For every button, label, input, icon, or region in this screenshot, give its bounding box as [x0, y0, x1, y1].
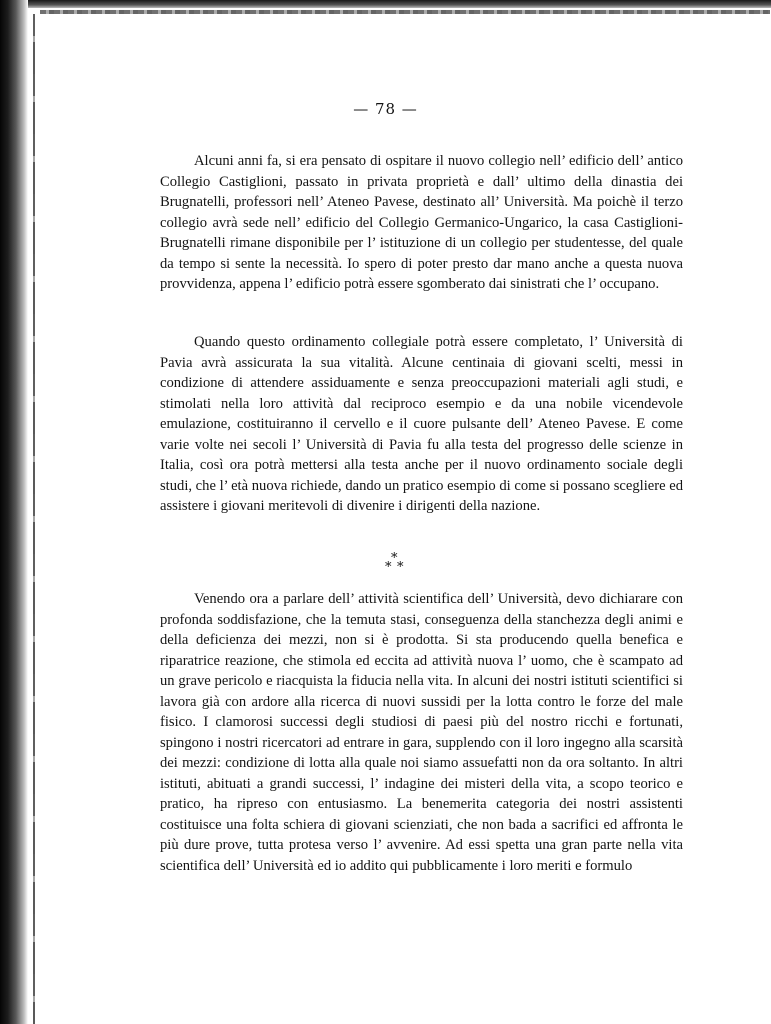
scan-top-artifact [40, 10, 770, 14]
scan-left-binding [0, 0, 28, 1024]
paragraph-collegio: Alcuni anni fa, si era pensato di ospitare il nuovo collegio nell’ edificio dell’ antico Collegio Castiglioni, passato in privata proprietà e dall’ ultimo della dinastia dei Brugnatelli, professori nell’ Ateneo Pavese, destinato all’ Università. Ma poichè il terzo collegio avrà sede nell’ edificio del Collegio Germanico-Ungarico, la casa Castiglioni-Brugnatelli rimane disponibile per l’ istituzione di un collegio per studentesse, del quale da tempo si sente la necessità. Io spero di poter presto dar mano anche a questa nuova provvidenza, appena l’ edificio potrà essere sgomberato dai sinistrati che l’ occupano. [160, 153, 683, 292]
paragraph-ordinamento: Quando questo ordinamento collegiale potrà essere completato, l’ Università di Pavia avrà assicurata la sua vitalità. Alcune centinaia di giovani scelti, messi in condizione di attendere assiduamente e senza preoccupazioni materiali agli studi, e stimolati nella loro attività dal reciproco esempio e da una nobile vicendevole emulazione, costituiranno il cervello e il cuore pulsante dell’ Ateneo Pavese. E come varie volte nei secoli l’ Università di Pavia fu alla testa del progresso delle scienze in Italia, così ora potrà mettersi alla testa anche per il nuovo ordinamento sociale degli studi, che l’ età nuova richiede, dando un pratico esempio di come si possano scegliere ed assistere i giovani meritevoli di divenire i dirigenti della nazione. [160, 334, 683, 514]
page-number: — 78 — [353, 100, 418, 118]
paragraph-attivita-scientifica: Venendo ora a parlare dell’ attività scientifica dell’ Università, devo dichiarare con profonda soddisfazione, che la temuta stasi, conseguenza della stanchezza degli animi e della deficienza dei mezzi, non si è prodotta. Si sta producendo quella benefica e riparatrice reazione, che stimola ed eccita ad attività nuova l’ uomo, che è scampato ad un grave pericolo e riacquista la fiducia nella vita. In alcuni dei nostri istituti scientifici si lavora già con ardore alla ricerca di nuovi sussidi per la lotta contro le forze del male fisico. I clamorosi successi degli studiosi di paesi più del nostro ricchi e fortunati, spingono i nostri ricercatori ad entrare in gara, supplendo con il loro ingegno alla scarsità dei mezzi: condizione di lotta alla quale noi siamo assuefatti non da ora soltanto. In altri istituti, abituati a grandi successi, l’ indagine dei misteri della vita, a scopo teorico e pratico, ha ripreso con entusiasmo. La benemerita categoria dei nostri assistenti costituisce una folta schiera di giovani scienziati, che non bada a sacrifici ed affronta le più dure prove, tutta protesa verso l’ avvenire. Ad essi spetta una gran parte nella vita scientifica dell’ Università ed io addito qui pubblicamente i loro meriti e formulo [160, 591, 683, 874]
asterisk-bottom-right: * [397, 560, 404, 575]
scan-left-artifact [33, 14, 35, 1024]
asterism-separator [383, 552, 413, 576]
asterisk-bottom-left: * [385, 560, 392, 575]
asterisk-top: * [391, 551, 398, 566]
scan-top-edge [0, 0, 771, 8]
